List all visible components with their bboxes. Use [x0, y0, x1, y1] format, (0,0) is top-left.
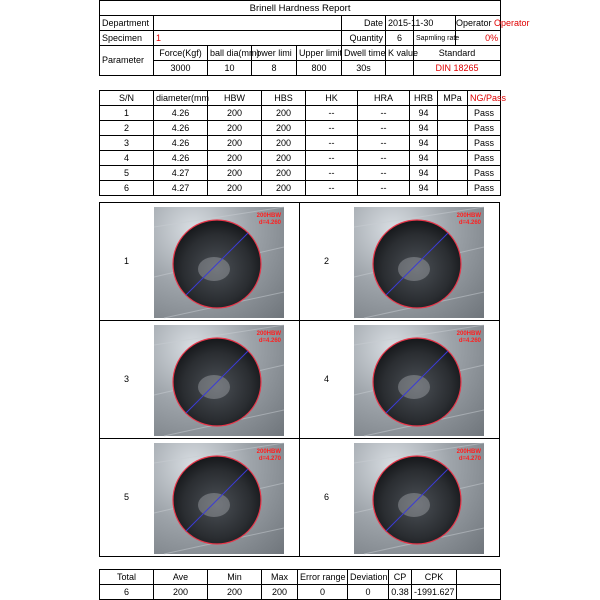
summary-min-value: 200 [208, 585, 262, 600]
date-value[interactable]: 2015-11-30 [386, 16, 414, 31]
cell-mpa [438, 106, 468, 121]
summary-total-header: Total [100, 570, 154, 585]
indentation-photos [99, 202, 500, 557]
photo-number: 5 [124, 492, 130, 502]
cell-sn: 6 [100, 181, 154, 196]
cell-hrb: 94 [410, 121, 438, 136]
table-row [100, 106, 501, 121]
photo-cell [99, 202, 300, 321]
col-hra: HRA [358, 91, 410, 106]
table-row [100, 121, 501, 136]
photo-number: 1 [124, 256, 130, 266]
col-mpa: MPa [438, 91, 468, 106]
photo-number: 6 [324, 492, 330, 502]
cell-hbs: 200 [262, 121, 306, 136]
col-hbw: HBW [208, 91, 262, 106]
cell-hk: -- [306, 106, 358, 121]
indentation-image [154, 207, 284, 318]
hardness-value: 200HBW [256, 213, 281, 219]
summary-max-value: 200 [262, 585, 298, 600]
param-upper-header: Upper limit [297, 46, 342, 61]
cell-result: Pass [468, 136, 501, 151]
sampling-rate-label: Sapmling rate [414, 31, 456, 46]
col-hrb: HRB [410, 91, 438, 106]
cell-hbw: 200 [208, 136, 262, 151]
cell-hra: -- [358, 136, 410, 151]
hardness-overlay [457, 449, 481, 463]
param-lower-header: ower limi [252, 46, 297, 61]
param-standard-header: Standard [414, 46, 501, 61]
param-force-header: Force(Kgf) [154, 46, 208, 61]
photo-cell [299, 438, 500, 557]
department-label: Department [100, 16, 154, 31]
cell-mpa [438, 181, 468, 196]
cell-hbw: 200 [208, 106, 262, 121]
cell-hbw: 200 [208, 181, 262, 196]
table-row [100, 166, 501, 181]
cell-result: Pass [468, 106, 501, 121]
param-kvalue-value[interactable] [386, 61, 414, 76]
operator-label: Operator [456, 17, 495, 28]
cell-hrb: 94 [410, 136, 438, 151]
cell-hk: -- [306, 181, 358, 196]
hardness-value: 200HBW [456, 331, 481, 337]
hardness-value: 200HBW [456, 213, 481, 219]
indentation-image [354, 443, 484, 554]
hardness-overlay [457, 213, 481, 227]
param-kvalue-header: K value [386, 46, 414, 61]
date-label: Date [342, 16, 386, 31]
cell-result: Pass [468, 121, 501, 136]
indentation-image [354, 207, 484, 318]
hardness-overlay [257, 449, 281, 463]
diameter-value: d=4.270 [258, 456, 281, 462]
cell-hrb: 94 [410, 166, 438, 181]
cell-hbs: 200 [262, 106, 306, 121]
cell-sn: 3 [100, 136, 154, 151]
cell-hbs: 200 [262, 181, 306, 196]
param-ball-value[interactable]: 10 [208, 61, 252, 76]
table-row [100, 181, 501, 196]
cell-hrb: 94 [410, 151, 438, 166]
photo-cell [99, 320, 300, 439]
quantity-value[interactable]: 6 [386, 31, 414, 46]
photo-cell [299, 202, 500, 321]
header-table [99, 0, 530, 76]
hardness-overlay [257, 213, 281, 227]
summary-header-row [100, 570, 501, 585]
cell-result: Pass [468, 151, 501, 166]
diameter-value: d=4.260 [458, 220, 481, 226]
department-value[interactable] [154, 16, 342, 31]
param-upper-value[interactable]: 800 [297, 61, 342, 76]
summary-value-row [100, 585, 501, 600]
indentation-image [154, 325, 284, 436]
cell-hra: -- [358, 121, 410, 136]
hardness-value: 200HBW [256, 449, 281, 455]
cell-result: Pass [468, 181, 501, 196]
cell-hk: -- [306, 151, 358, 166]
cell-hra: -- [358, 106, 410, 121]
specimen-value[interactable]: 1 [154, 31, 342, 46]
hardness-value: 200HBW [256, 331, 281, 337]
cell-hbs: 200 [262, 151, 306, 166]
cell-hra: -- [358, 166, 410, 181]
cell-diameter: 4.26 [154, 106, 208, 121]
indentation-image [154, 443, 284, 554]
diameter-value: d=4.260 [458, 338, 481, 344]
cell-hrb: 94 [410, 181, 438, 196]
summary-ave-header: Ave [154, 570, 208, 585]
cell-diameter: 4.27 [154, 181, 208, 196]
parameter-label: Parameter [100, 46, 154, 76]
param-dwell-header: Dwell time [342, 46, 386, 61]
cell-hbw: 200 [208, 151, 262, 166]
cell-diameter: 4.26 [154, 121, 208, 136]
summary-table [99, 569, 501, 600]
cell-sn: 5 [100, 166, 154, 181]
cell-hbs: 200 [262, 166, 306, 181]
cell-diameter: 4.26 [154, 151, 208, 166]
cell-sn: 2 [100, 121, 154, 136]
hardness-value: 200HBW [456, 449, 481, 455]
cell-hbw: 200 [208, 121, 262, 136]
summary-error-header: Error range [298, 570, 348, 585]
indentation-image [354, 325, 484, 436]
report-title: Brinell Hardness Report [100, 1, 501, 16]
summary-cp-value: 0.38 [389, 585, 412, 600]
specimen-label: Specimen [100, 31, 154, 46]
summary-error-value: 0 [298, 585, 348, 600]
cell-hk: -- [306, 136, 358, 151]
hardness-overlay [257, 331, 281, 345]
results-table [99, 90, 507, 196]
summary-max-header: Max [262, 570, 298, 585]
cell-sn: 4 [100, 151, 154, 166]
summary-ave-value: 200 [154, 585, 208, 600]
param-standard-value[interactable]: DIN 18265 [414, 61, 501, 76]
col-ng-pass: NG/Pass [468, 91, 501, 106]
results-header-row [100, 91, 501, 106]
summary-cpk-header: CPK [412, 570, 457, 585]
table-row [100, 136, 501, 151]
cell-hbw: 200 [208, 166, 262, 181]
operator-value[interactable]: Operator [494, 17, 530, 28]
cell-hra: -- [358, 151, 410, 166]
photo-number: 2 [324, 256, 330, 266]
cell-mpa [438, 136, 468, 151]
cell-hra: -- [358, 181, 410, 196]
summary-total-value: 6 [100, 585, 154, 600]
diameter-value: d=4.270 [458, 456, 481, 462]
sampling-rate-label [460, 30, 500, 44]
param-lower-value[interactable]: 8 [252, 61, 297, 76]
cell-mpa [438, 151, 468, 166]
cell-hk: -- [306, 121, 358, 136]
col-hbs: HBS [262, 91, 306, 106]
quantity-label: Quantity [342, 31, 386, 46]
table-row [100, 151, 501, 166]
cell-diameter: 4.27 [154, 166, 208, 181]
summary-section [99, 569, 500, 600]
col-hk: HK [306, 91, 358, 106]
summary-cp-header: CP [389, 570, 412, 585]
cell-mpa [438, 166, 468, 181]
hardness-overlay [457, 331, 481, 345]
col-diameter: diameter(mm [154, 91, 208, 106]
cell-result: Pass [468, 166, 501, 181]
photo-number: 3 [124, 374, 130, 384]
photo-number: 4 [324, 374, 330, 384]
diameter-value: d=4.260 [258, 338, 281, 344]
cell-hk: -- [306, 166, 358, 181]
col-sn: S/N [100, 91, 154, 106]
cell-diameter: 4.26 [154, 136, 208, 151]
photo-cell [99, 438, 300, 557]
diameter-value: d=4.260 [258, 220, 281, 226]
cell-hrb: 94 [410, 106, 438, 121]
cell-sn: 1 [100, 106, 154, 121]
summary-cpk-value: -1991.627 [412, 585, 457, 600]
param-force-value[interactable]: 3000 [154, 61, 208, 76]
summary-deviation-value: 0 [348, 585, 389, 600]
cell-mpa [438, 121, 468, 136]
sampling-rate-value[interactable]: 0% [456, 31, 501, 46]
photo-cell [299, 320, 500, 439]
param-dwell-value[interactable]: 30s [342, 61, 386, 76]
summary-min-header: Min [208, 570, 262, 585]
summary-deviation-header: Deviation [348, 570, 389, 585]
cell-hbs: 200 [262, 136, 306, 151]
param-ball-header: ball dia(mm) [208, 46, 252, 61]
